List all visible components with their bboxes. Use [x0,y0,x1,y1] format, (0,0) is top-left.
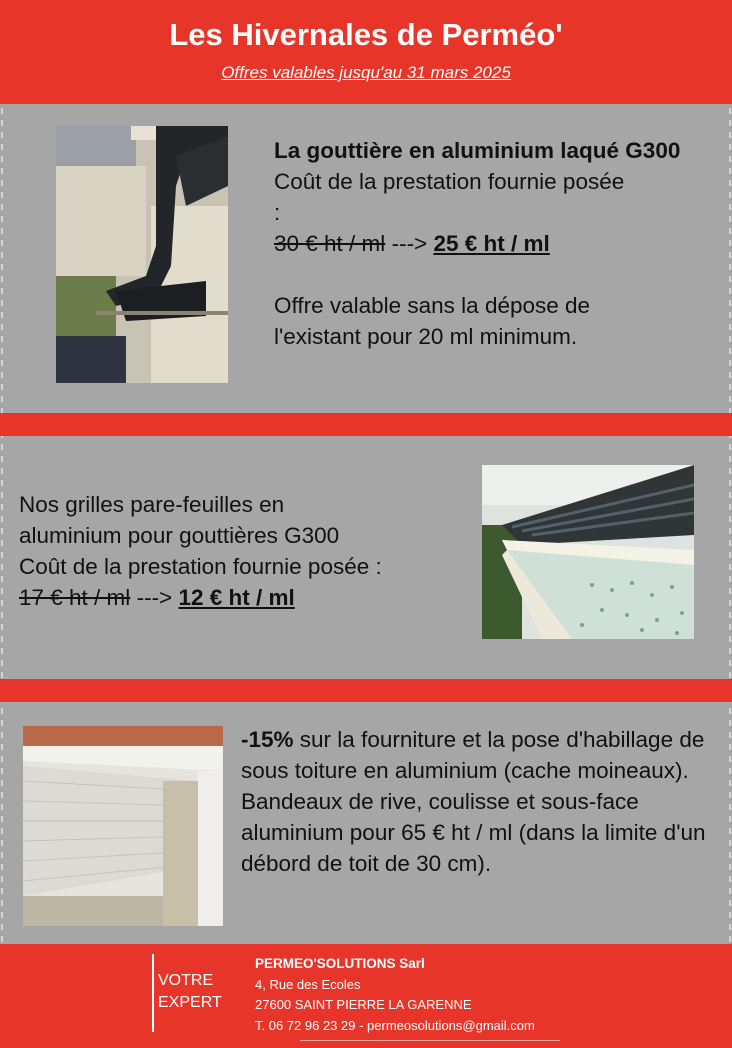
offer-gutter-title: La gouttière en aluminium laqué G300 [274,138,681,163]
header-banner [0,0,732,104]
expert-label [158,970,222,1014]
gutter-photo [56,126,228,383]
page-title: Les Hivernales de Perméo' [169,17,563,52]
offer-leafguard-line1: Nos grilles pare-feuilles en [19,492,285,517]
old-price: 30 € ht / ml [274,231,386,256]
offer-soffit-text [241,724,726,879]
leafguard-photo [482,465,694,639]
offer-gutter-panel [0,104,732,413]
footer-divider [152,954,154,1032]
offer-leafguard-text [19,489,469,613]
company-contact[interactable]: T. 06 72 96 23 29 - permeosolutions@gmail.com [255,1017,535,1033]
company-info [255,954,535,1036]
new-price: 25 € ht / ml [433,231,550,256]
soffit-photo [23,726,223,926]
offer-gutter-cost-label: Coût de la prestation fournie posée : [274,169,625,225]
price-arrow: ---> [136,585,173,610]
offer-soffit-panel [0,702,732,944]
expert-label-line1: VOTRE [158,972,214,989]
footer-rule [300,1040,560,1041]
offer-gutter-text [274,135,714,352]
offer-soffit-desc: sur la fourniture et la pose d'habillage de sous toiture en aluminium (cache moineaux). [241,727,705,783]
company-city: 27600 SAINT PIERRE LA GARENNE [255,997,472,1012]
price-arrow: ---> [391,231,428,256]
separator-band [0,413,732,436]
expert-label-line2: EXPERT [158,994,222,1011]
offer-leafguard-panel [0,436,732,679]
company-name: PERMEO'SOLUTIONS Sarl [255,956,425,971]
company-street: 4, Rue des Ecoles [255,976,361,992]
offer-leafguard-line3: Coût de la prestation fournie posée : [19,554,382,579]
validity-subtitle: Offres valables jusqu'au 31 mars 2025 [221,63,511,82]
new-price: 12 € ht / ml [178,585,295,610]
discount-value: -15% [241,727,294,752]
offer-leafguard-line2: aluminium pour gouttières G300 [19,523,340,548]
offer-soffit-paragraph2: Bandeaux de rive, coulisse et sous-face aluminium pour 65 € ht / ml (dans la limite d'un débord de toit de 30 cm). [241,789,706,876]
footer-banner [0,944,732,1048]
old-price: 17 € ht / ml [19,585,131,610]
offer-soffit-paragraph1 [241,724,726,786]
offer-gutter-prices [274,228,714,259]
separator-band [0,679,732,702]
offer-gutter-note: Offre valable sans la dépose de l'existant pour 20 ml minimum. [274,293,591,349]
offer-leafguard-prices [19,582,469,613]
